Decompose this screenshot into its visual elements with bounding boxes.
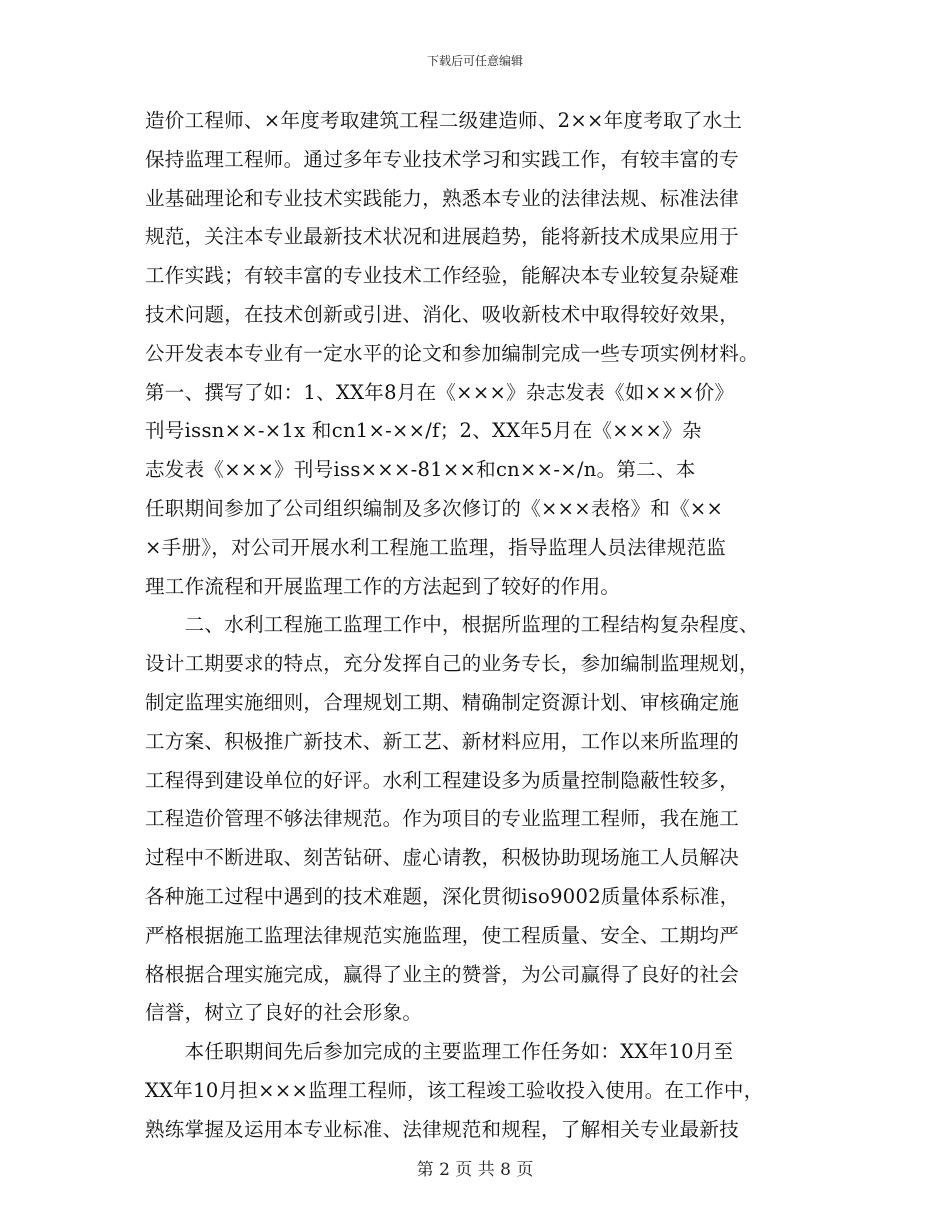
text-line: 工作实践；有较丰富的专业技术工作经验，能解决本专业较复杂疑难 (145, 264, 740, 288)
text-line: 造价工程师、×年度考取建筑工程二级建造师、2××年度考取了水土 (145, 109, 743, 132)
page-footer: 第 2 页 共 8 页 (416, 1160, 534, 1180)
text-line: 业基础理论和专业技术实践能力，熟悉本专业的法律法规、标准法律 (145, 186, 740, 210)
text-line: 设计工期要求的特点，充分发挥自己的业务专长，参加编制监理规划， (145, 652, 759, 676)
text-line: 格根据合理实施完成，赢得了业主的赞誉，为公司赢得了良好的社会 (145, 962, 740, 986)
text-line: 二、水利工程施工监理工作中，根据所监理的工程结构复杂程度、 (145, 613, 759, 637)
text-line: 刊号issn××-×1x 和cn1×-××/f；2、XX年5月在《×××》杂 (145, 419, 702, 443)
text-line: 技术问题，在技术创新或引进、消化、吸收新枝术中取得较好效果， (145, 302, 740, 326)
text-line: ×手册》，对公司开展水利工程施工监理，指导监理人员法律规范监 (145, 535, 727, 559)
text-line: 理工作流程和开展监理工作的方法起到了较好的作用。 (145, 574, 621, 598)
text-line: XX年10月担×××监理工程师，该工程竣工验收投入使用。在工作中， (145, 1078, 764, 1102)
text-line: 工程造价管理不够法律规范。作为项目的专业监理工程师，我在施工 (145, 807, 740, 831)
text-line: 过程中不断进取、刻苦钻研、虚心请教，积极协助现场施工人员解决 (145, 846, 740, 870)
text-line: 本任职期间先后参加完成的主要监理工作任务如：XX年10月至 (145, 1040, 734, 1064)
text-line: 信誉，树立了良好的社会形象。 (145, 1001, 423, 1025)
body-text (145, 102, 825, 1150)
text-line: 第一、撰写了如：1、XX年8月在《×××》杂志发表《如×××价》 (145, 380, 735, 404)
text-line: 制定监理实施细则，合理规划工期、精确制定资源计划、审核确定施 (145, 690, 740, 714)
text-line: 规范，关注本专业最新技术状况和进展趋势，能将新技术成果应用于 (145, 225, 740, 249)
text-line: 保持监理工程师。通过多年专业技术学习和实践工作，有较丰富的专 (145, 147, 740, 171)
text-line: 工程得到建设单位的好评。水利工程建设多为质量控制隐蔽性较多， (145, 768, 740, 792)
text-line: 任职期间参加了公司组织编制及多次修订的《×××表格》和《×× (145, 496, 724, 520)
text-line: 工方案、积极推广新技术、新工艺、新材料应用，工作以来所监理的 (145, 729, 740, 753)
text-line: 志发表《×××》刊号iss×××-81××和cn××-×/n。第二、本 (145, 458, 696, 482)
text-line: 各种施工过程中遇到的技术难题，深化贯彻iso9002质量体系标准， (145, 884, 740, 908)
text-line: 严格根据施工监理法律规范实施监理，使工程质量、安全、工期均严 (145, 923, 740, 947)
page-header: 下载后可任意编辑 (426, 54, 523, 68)
text-line: 熟练掌握及运用本专业标准、法律规范和规程，了解相关专业最新技 (145, 1117, 740, 1141)
text-line: 公开发表本专业有一定水平的论文和参加编制完成一些专项实例材料。 (145, 341, 759, 365)
